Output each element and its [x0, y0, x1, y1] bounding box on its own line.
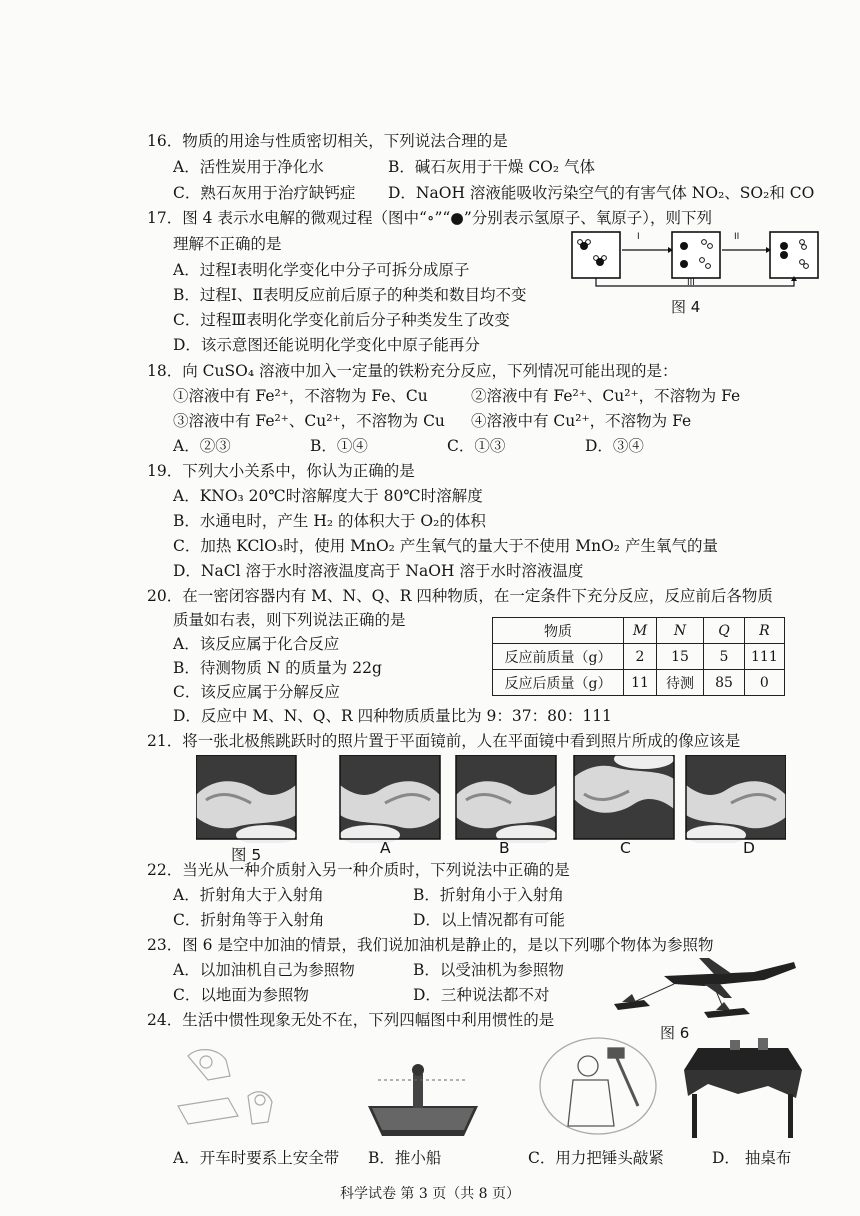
q18-case-4: ④溶液中有 Cu²⁺，不溶物为 Fe: [471, 412, 692, 430]
figure-4-label: 图 4: [671, 298, 701, 316]
arrow-label-3: III: [687, 278, 695, 288]
q24-option-c[interactable]: C．用力把锤头敲紧: [528, 1149, 664, 1167]
table-row: [493, 618, 785, 644]
table-cell: 待测: [657, 670, 704, 696]
table-cell: 2: [624, 644, 657, 670]
q18-option-d[interactable]: D．③④: [585, 437, 644, 455]
q17-option-d[interactable]: D．该示意图还能说明化学变化中原子能再分: [173, 336, 480, 354]
q18-option-a[interactable]: A．②③: [173, 437, 231, 455]
q24-stem: 24．生活中惯性现象无处不在，下列四幅图中利用惯性的是: [147, 1011, 555, 1029]
q23-stem: 23．图 6 是空中加油的情景，我们说加油机是静止的，是以下列哪个物体为参照物: [147, 936, 714, 954]
table-cell: 85: [704, 670, 745, 696]
q22-option-a[interactable]: A．折射角大于入射角: [173, 886, 324, 904]
q23-option-a[interactable]: A．以加油机自己为参照物: [173, 961, 355, 979]
table-header-cell: Q: [704, 618, 745, 644]
boat-sketch[interactable]: [368, 1064, 478, 1136]
q16-stem: 16．物质的用途与性质密切相关，下列说法合理的是: [147, 132, 508, 150]
hammer-sketch[interactable]: [540, 1038, 656, 1134]
table-header-cell: R: [745, 618, 785, 644]
q16-option-b[interactable]: B．碱石灰用于干燥 CO₂ 气体: [388, 158, 596, 176]
figure-5-label: 图 5: [231, 846, 262, 864]
q17-stem-cont: 理解不正确的是: [173, 235, 282, 253]
option-a-label: A: [380, 839, 391, 857]
q24-option-a[interactable]: A．开车时要系上安全带: [173, 1149, 340, 1167]
option-b-label: B: [499, 839, 510, 857]
q24-option-b[interactable]: B．推小船: [368, 1149, 442, 1167]
electrolysis-diagram: [566, 228, 826, 294]
option-d-label: D: [743, 839, 755, 857]
table-cell: 15: [657, 644, 704, 670]
q18-option-b[interactable]: B．①④: [310, 437, 368, 455]
option-d-photo[interactable]: [686, 755, 786, 843]
table-header-cell: 物质: [493, 618, 624, 644]
option-b-photo[interactable]: [456, 755, 556, 843]
arrow-label-2: II: [734, 232, 740, 242]
table-cloth-sketch[interactable]: [684, 1038, 802, 1138]
q19-stem: 19．下列大小关系中，你认为正确的是: [147, 462, 415, 480]
q22-option-b[interactable]: B．折射角小于入射角: [413, 886, 564, 904]
q18-case-2: ②溶液中有 Fe²⁺、Cu²⁺，不溶物为 Fe: [471, 387, 741, 405]
q20-option-b[interactable]: B．待测物质 N 的质量为 22g: [173, 659, 382, 677]
table-cell: 反应前质量（g）: [493, 644, 624, 670]
q23-option-c[interactable]: C．以地面为参照物: [173, 986, 309, 1004]
arrow-label-1: I: [637, 232, 640, 242]
q24-option-d[interactable]: D． 抽桌布: [712, 1149, 792, 1167]
aerial-refueling-image: [604, 954, 804, 1024]
q20-option-c[interactable]: C．该反应属于分解反应: [173, 683, 340, 701]
q20-stem-cont: 质量如右表，则下列说法正确的是: [173, 611, 406, 629]
q22-stem: 22．当光从一种介质射入另一种介质时，下列说法中正确的是: [147, 861, 570, 879]
q19-option-b[interactable]: B．水通电时，产生 H₂ 的体积大于 O₂的体积: [173, 512, 486, 530]
q20-option-d[interactable]: D．反应中 M、N、Q、R 四种物质质量比为 9：37：80：111: [173, 707, 612, 725]
table-cell: 11: [624, 670, 657, 696]
figure-6-label: 图 6: [660, 1024, 690, 1042]
q19-option-a[interactable]: A．KNO₃ 20℃时溶解度大于 80℃时溶解度: [173, 487, 483, 505]
option-c-photo[interactable]: [574, 755, 674, 839]
table-row: [493, 644, 785, 670]
table-cell: 111: [745, 644, 785, 670]
q23-option-d[interactable]: D．三种说法都不对: [413, 986, 550, 1004]
q18-case-1: ①溶液中有 Fe²⁺，不溶物为 Fe、Cu: [173, 387, 428, 405]
option-a-photo[interactable]: [340, 755, 440, 843]
q18-option-c[interactable]: C．①③: [447, 437, 506, 455]
q21-stem: 21．将一张北极熊跳跃时的照片置于平面镜前，人在平面镜中看到照片所成的像应该是: [147, 732, 741, 750]
q18-stem: 18．向 CuSO₄ 溶液中加入一定量的铁粉充分反应，下列情况可能出现的是：: [147, 362, 678, 380]
table-cell: 0: [745, 670, 785, 696]
table-cell: 反应后质量（g）: [493, 670, 624, 696]
table-header-cell: N: [657, 618, 704, 644]
q16-option-d[interactable]: D．NaOH 溶液能吸收污染空气的有害气体 NO₂、SO₂和 CO: [388, 184, 815, 202]
inertia-illustrations: [168, 1036, 808, 1146]
table-row: [493, 670, 785, 696]
q17-option-b[interactable]: B．过程Ⅰ、Ⅱ表明反应前后原子的种类和数目均不变: [173, 286, 527, 304]
q20-option-a[interactable]: A．该反应属于化合反应: [173, 635, 340, 653]
q17-stem: 17．图 4 表示水电解的微观过程（图中“∘”“●”分别表示氢原子、氧原子），则下列: [147, 209, 713, 227]
polar-bear-photos: [196, 755, 786, 843]
q17-option-c[interactable]: C．过程Ⅲ表明化学变化前后分子种类发生了改变: [173, 311, 510, 329]
q17-option-a[interactable]: A．过程Ⅰ表明化学变化中分子可拆分成原子: [173, 261, 470, 279]
option-c-label: C: [620, 839, 631, 857]
q22-option-d[interactable]: D．以上情况都有可能: [413, 911, 565, 929]
q19-option-c[interactable]: C．加热 KClO₃时，使用 MnO₂ 产生氧气的量大于不使用 MnO₂ 产生氧气的量: [173, 537, 718, 555]
page-footer: 科学试卷 第 3 页（共 8 页）: [339, 1186, 521, 1202]
seatbelt-sketch[interactable]: [178, 1050, 272, 1124]
q16-option-a[interactable]: A．活性炭用于净化水: [173, 158, 324, 176]
q18-case-3: ③溶液中有 Fe²⁺、Cu²⁺，不溶物为 Cu: [173, 412, 445, 430]
q23-option-b[interactable]: B．以受油机为参照物: [413, 961, 564, 979]
table-header-cell: M: [624, 618, 657, 644]
q19-option-d[interactable]: D．NaCl 溶于水时溶液温度高于 NaOH 溶于水时溶液温度: [173, 562, 584, 580]
q22-option-c[interactable]: C．折射角等于入射角: [173, 911, 325, 929]
q16-option-c[interactable]: C．熟石灰用于治疗缺钙症: [173, 184, 356, 202]
table-cell: 5: [704, 644, 745, 670]
mass-table: [492, 617, 785, 696]
q20-stem: 20．在一密闭容器内有 M、N、Q、R 四种物质，在一定条件下充分反应，反应前后各物质: [147, 587, 773, 605]
figure-5-photo: [196, 755, 296, 843]
